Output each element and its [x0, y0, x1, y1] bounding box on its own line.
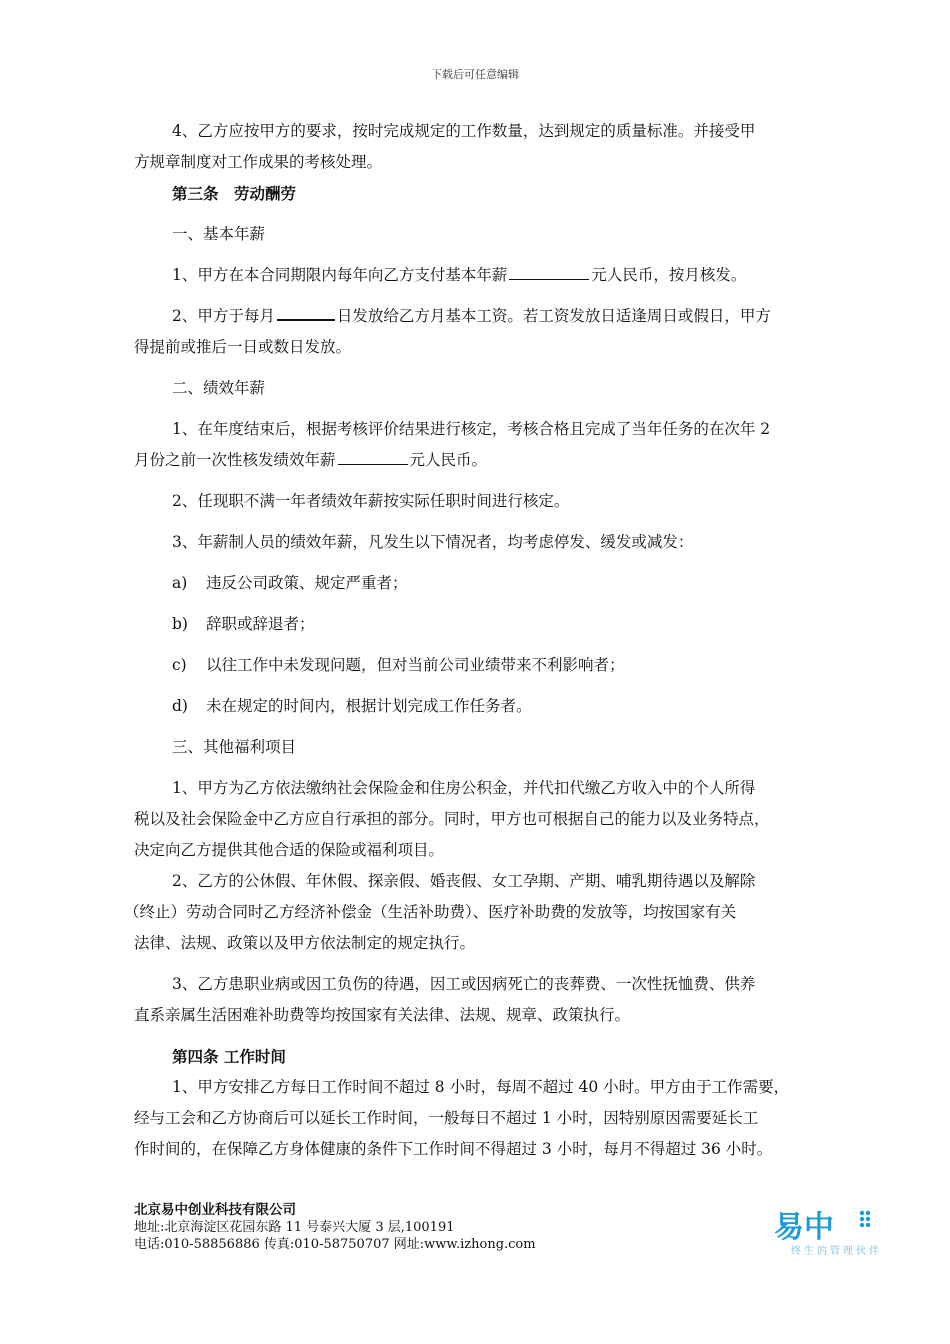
benefits-clause-2-line-3: 法律、法规、政策以及甲方依法制定的规定执行。: [134, 934, 476, 952]
list-item-b: [172, 609, 315, 640]
performance-salary-blank: [338, 448, 408, 465]
work-hours-clause-1-line-1: 1、甲方安排乙方每日工作时间不超过 8 小时，每周不超过 40 小时。甲方由于工作需要，: [172, 1078, 790, 1096]
section-other-benefits-title: 三、其他福利项目: [172, 738, 297, 756]
section-performance-salary-title: 二、绩效年薪: [172, 379, 266, 397]
basic-salary-clause-1: [134, 260, 862, 291]
list-text: 以往工作中未发现问题，但对当前公司业绩带来不利影响者；: [206, 656, 625, 674]
benefits-clause-2-line-2: （终止）劳动合同时乙方经济补偿金（生活补助费）、医疗补助费的发放等，均按国家有关: [124, 903, 737, 921]
basic-salary-clause-1-post: 元人民币，按月核发。: [591, 266, 747, 284]
basic-salary-clause-2-line-2: 得提前或推后一日或数日发放。: [134, 338, 352, 356]
footer-contact: 电话:010-58856886 传真:010-58750707 网址:www.izhong.com: [134, 1237, 536, 1252]
performance-clause-1-line-2: [134, 445, 824, 476]
performance-clause-2: 2、任现职不满一年者绩效年薪按实际任职时间进行核定。: [172, 492, 570, 510]
benefits-clause-1-line-1: 1、甲方为乙方依法缴纳社会保险金和住房公积金，并代扣代缴乙方收入中的个人所得: [172, 779, 756, 797]
basic-salary-clause-1-pre: 1、甲方在本合同期限内每年向乙方支付基本年薪: [172, 266, 508, 284]
list-text: 未在规定的时间内，根据计划完成工作任务者。: [206, 697, 532, 715]
list-text: 违反公司政策、规定严重者；: [206, 574, 408, 592]
list-text: 辞职或辞退者；: [206, 615, 315, 633]
list-marker: b): [172, 615, 188, 633]
benefits-clause-3-line-2: 直系亲属生活困难补助费等均按国家有关法律、法规、规章、政策执行。: [134, 1006, 631, 1024]
pay-day-blank: [277, 303, 335, 321]
performance-clause-1-line-1: 1、在年度结束后，根据考核评价结果进行核定，考核合格且完成了当年任务的在次年 2: [172, 420, 771, 438]
basic-salary-clause-2: [134, 301, 862, 332]
work-hours-clause-1-line-3: 作时间的，在保障乙方身体健康的条件下工作时间不得超过 3 小时，每月不得超过 36 小时。: [134, 1140, 773, 1158]
list-marker: d): [172, 697, 188, 715]
list-item-d: [172, 691, 532, 722]
performance-clause-3: 3、年薪制人员的绩效年薪，凡发生以下情况者，均考虑停发、缓发或减发：: [172, 533, 694, 551]
logo-tagline: 终生的管理伙伴: [791, 1246, 882, 1257]
benefits-clause-1-line-3: 决定向乙方提供其他合适的保险或福利项目。: [134, 841, 445, 859]
article-4-title: 第四条 工作时间: [172, 1047, 286, 1066]
list-marker: c): [172, 656, 187, 674]
benefits-clause-1-line-2: 税以及社会保险金中乙方应自行承担的部分。同时，甲方也可根据自己的能力以及业务特点，: [134, 810, 770, 828]
benefits-clause-3-line-1: 3、乙方患职业病或因工负伤的待遇，因工或因病死亡的丧葬费、一次性抚恤费、供养: [172, 975, 756, 993]
article-3-title: 第三条 劳动酬劳: [172, 184, 297, 203]
logo-wordmark: 易中: [774, 1210, 834, 1245]
performance-clause-1-post: 元人民币。: [409, 451, 488, 469]
benefits-clause-2-line-1: 2、乙方的公休假、年休假、探亲假、婚丧假、女工孕期、产期、哺乳期待遇以及解除: [172, 872, 756, 890]
section-basic-salary-title: 一、基本年薪: [172, 225, 266, 243]
page-footer: [134, 1202, 536, 1253]
footer-company-name: 北京易中创业科技有限公司: [134, 1202, 296, 1218]
footer-address: 地址:北京海淀区花园东路 11 号泰兴大厦 3 层,100191: [134, 1220, 455, 1235]
list-item-a: [172, 568, 408, 599]
list-item-c: [172, 650, 625, 681]
logo-mark-icon: [858, 1208, 872, 1236]
company-logo: [762, 1202, 882, 1262]
header-note: 下载后可任意编辑: [431, 68, 519, 81]
clause-4-line-1: 4、乙方应按甲方的要求，按时完成规定的工作数量，达到规定的质量标准。并接受甲: [172, 122, 756, 140]
list-marker: a): [172, 574, 188, 592]
performance-clause-1-pre: 月份之前一次性核发绩效年薪: [134, 451, 336, 469]
basic-salary-clause-2-pre: 2、甲方于每月: [172, 307, 275, 325]
work-hours-clause-1-line-2: 经与工会和乙方协商后可以延长工作时间，一般每日不超过 1 小时，因特别原因需要延长工: [134, 1109, 759, 1127]
clause-4-line-2: 方规章制度对工作成果的考核处理。: [134, 153, 383, 171]
basic-salary-clause-2-post: 日发放给乙方月基本工资。若工资发放日适逢周日或假日，甲方: [336, 307, 771, 325]
annual-salary-blank: [509, 263, 589, 280]
